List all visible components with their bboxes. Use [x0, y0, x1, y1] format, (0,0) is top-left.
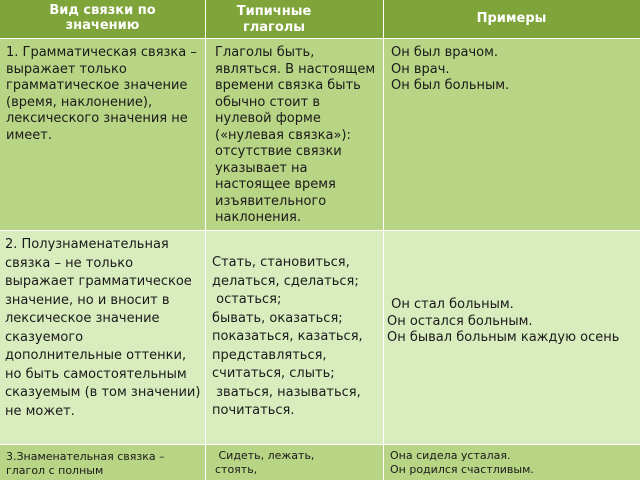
row3-type-line: глагол с полным: [6, 464, 104, 477]
column-divider: [205, 0, 206, 480]
row-divider: [0, 38, 640, 39]
row2-examples-cell: [383, 230, 640, 444]
row2-example: Он бывал больным каждую осень: [387, 330, 620, 345]
row3-verbs-cell: [205, 444, 383, 480]
row3-example: Он родился счастливым.: [390, 463, 534, 476]
row1-example: Он был больным.: [391, 78, 510, 93]
row3-type-cell: [0, 444, 205, 480]
row3-verb-line: стоять,: [215, 463, 258, 476]
row3-examples-cell: [383, 444, 640, 480]
row1-examples-cell: [383, 38, 640, 230]
row1-example: Он был врачом.: [391, 45, 499, 60]
row3-verb-line: Сидеть, лежать,: [215, 449, 315, 462]
row2-example: Он стал больным.: [387, 297, 514, 312]
row2-verb-line: остаться;: [212, 292, 282, 307]
header-verbs: [205, 0, 383, 38]
row3-example: Она сидела усталая.: [390, 449, 511, 462]
header-examples-label: Примеры: [476, 11, 547, 26]
row2-verb-line: показаться, казаться,: [212, 329, 363, 344]
row2-verb-line: зваться, называться,: [212, 384, 361, 400]
header-verbs-line1: Типичные: [236, 4, 312, 19]
row2-verb-line: делаться, сделаться;: [212, 273, 359, 289]
row1-type-text: 1. Грамматическая связка – выражает только грамматическое значение (время, наклонение), лексического значения не имеет.: [6, 45, 197, 143]
row1-example: Он врач.: [391, 61, 450, 77]
row1-verbs-cell: [205, 38, 383, 230]
row-divider: [0, 444, 640, 445]
header-type-line1: Вид связки по: [49, 3, 156, 18]
row2-verb-line: Стать, становиться,: [212, 255, 350, 270]
header-examples: [383, 0, 640, 38]
row-divider: [0, 230, 640, 231]
header-verbs-line2: глаголы: [242, 20, 306, 35]
row2-verb-line: считаться, слыть;: [212, 366, 335, 381]
row2-verb-line: почитаться.: [212, 403, 295, 418]
row1-type-cell: [0, 38, 205, 230]
header-type-line2: значению: [65, 18, 140, 33]
row2-type-cell: [0, 230, 205, 444]
row2-verbs-cell: [205, 230, 383, 444]
header-type: [0, 0, 205, 38]
row2-verb-line: бывать, оказаться;: [212, 310, 343, 326]
row2-verb-line: представляться,: [212, 347, 327, 363]
column-divider: [383, 0, 384, 480]
row2-example: Он остался больным.: [387, 313, 533, 329]
row1-verbs-text: Глаголы быть, являться. В настоящем времени связка быть обычно стоит в нулевой форме («нулевая связка»): отсутствие связки указывает на настоящее время изъявительного наклонения.: [215, 45, 376, 225]
row2-type-text: 2. Полузнаменательная связка – не только выражает грамматическое значение, но и вносит в лексическое значение сказуемого дополнительные оттенки, но быть самостоятельным сказуемым (в том значении) не может.: [5, 237, 201, 419]
row3-type-line: 3.Знаменательная связка –: [6, 450, 165, 463]
